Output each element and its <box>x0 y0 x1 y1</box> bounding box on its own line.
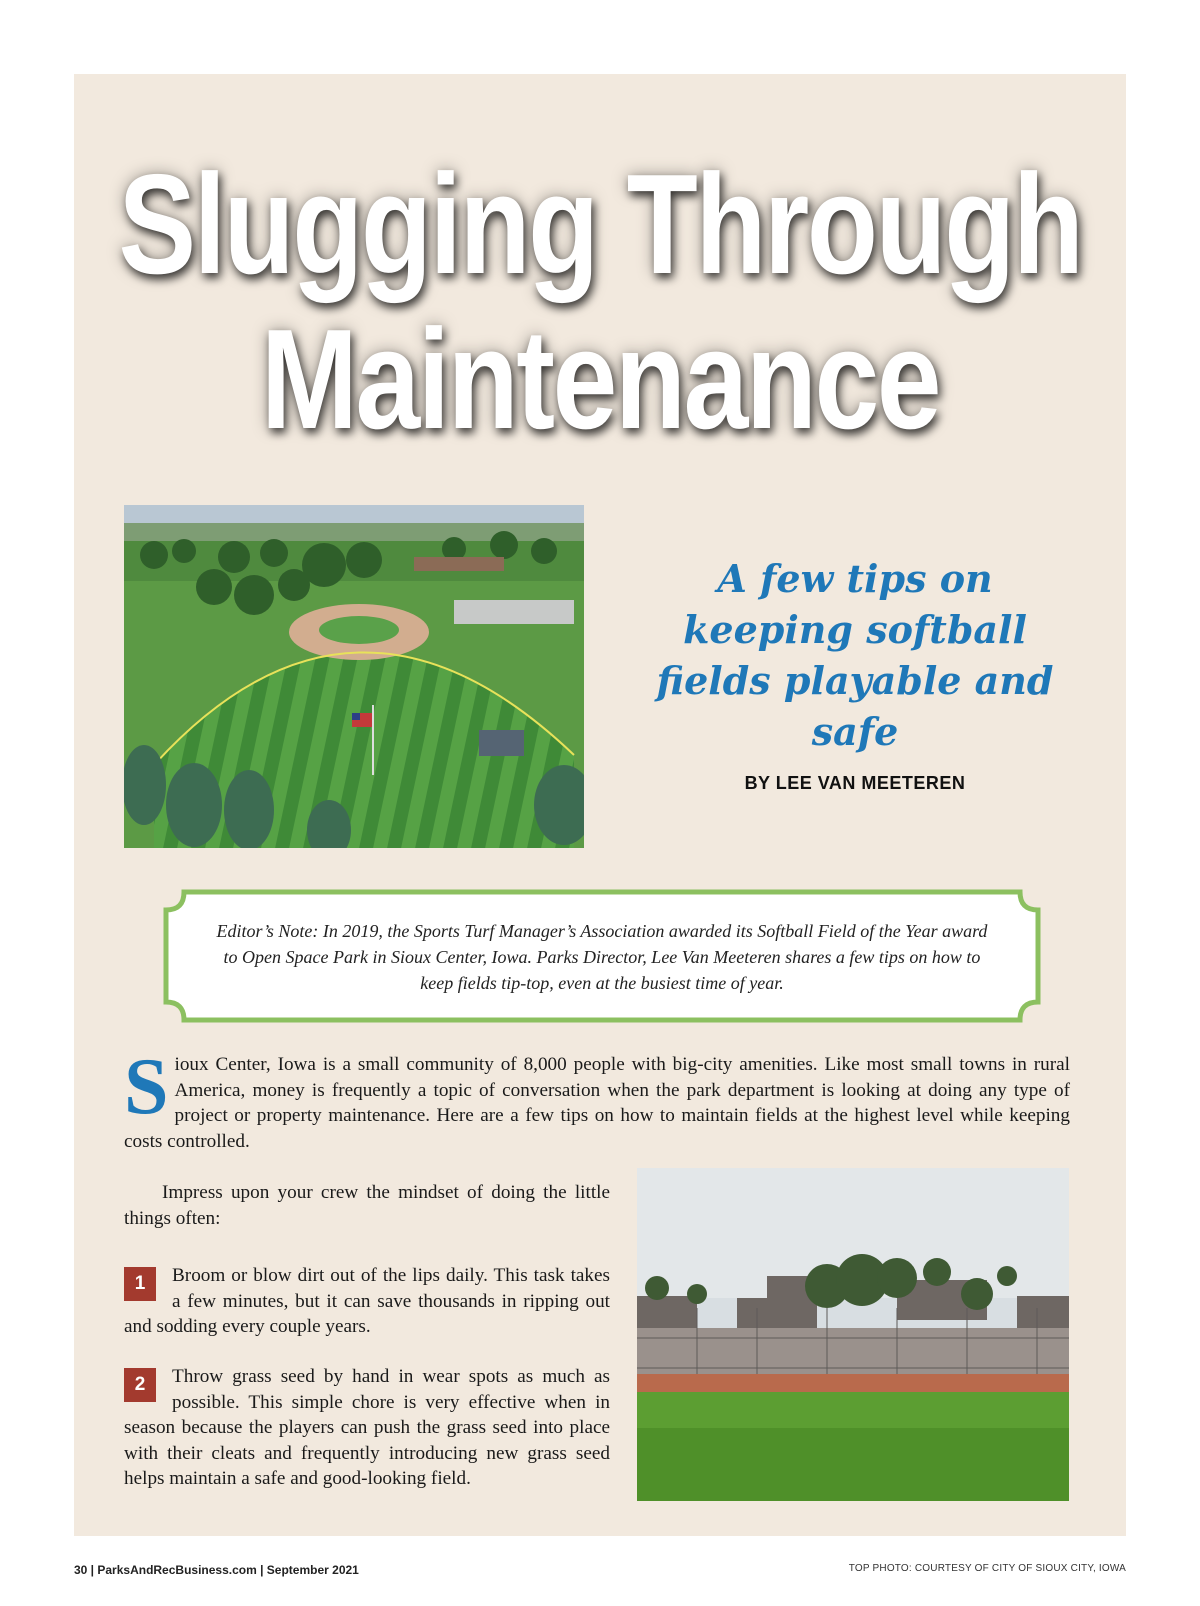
headline-line-1: Slugging Through <box>118 145 1082 304</box>
tip-text: Throw grass seed by hand in wear spots as much as possible. This simple chore is very effective when in season because the players can push the grass seed into place with their cleats and frequently introducing new grass seed helps maintain a safe and good-looking field. <box>124 1366 610 1489</box>
tip-item-1 <box>124 1263 610 1340</box>
intro-paragraph <box>124 1043 1070 1154</box>
tip-number-badge: 1 <box>124 1267 156 1301</box>
drop-cap: S <box>124 1043 169 1131</box>
impress-paragraph: Impress upon your crew the mindset of doing the little things often: <box>124 1182 610 1229</box>
footer-folio: 30 | ParksAndRecBusiness.com | September 2021 <box>74 1563 359 1577</box>
photo-credit: TOP PHOTO: COURTESY OF CITY OF SIOUX CITY, IOWA <box>848 1563 1126 1574</box>
article-subtitle: A few tips on keeping softball fields playable and safe <box>656 556 1054 754</box>
tip-item-2 <box>124 1364 610 1492</box>
aerial-field-photo <box>124 505 584 848</box>
tip-text: Broom or blow dirt out of the lips daily. This task takes a few minutes, but it can save thousands in ripping out and sodding every couple years. <box>124 1265 610 1337</box>
editors-note-text: Editor’s Note: In 2019, the Sports Turf Manager’s Association awarded its Softball Field of the Year award to Open Space Park in Sioux Center, Iowa. Parks Director, Lee Van Meeteren shares a few tips on how to keep fields tip-top, even at the busiest time of year. <box>216 921 988 993</box>
field-ground-photo <box>637 1168 1069 1501</box>
tip-number-badge: 2 <box>124 1368 156 1402</box>
byline: BY LEE VAN MEETEREN <box>744 773 966 793</box>
headline-line-2: Maintenance <box>260 300 940 459</box>
intro-text: ioux Center, Iowa is a small community of 8,000 people with big-city amenities. Like most small towns in rural America, money is frequently a topic of conversation when the park department is looking at doing any type of project or property maintenance. Here are a few tips on how to maintain fields at the highest level while keeping costs controlled. <box>124 1054 1070 1152</box>
